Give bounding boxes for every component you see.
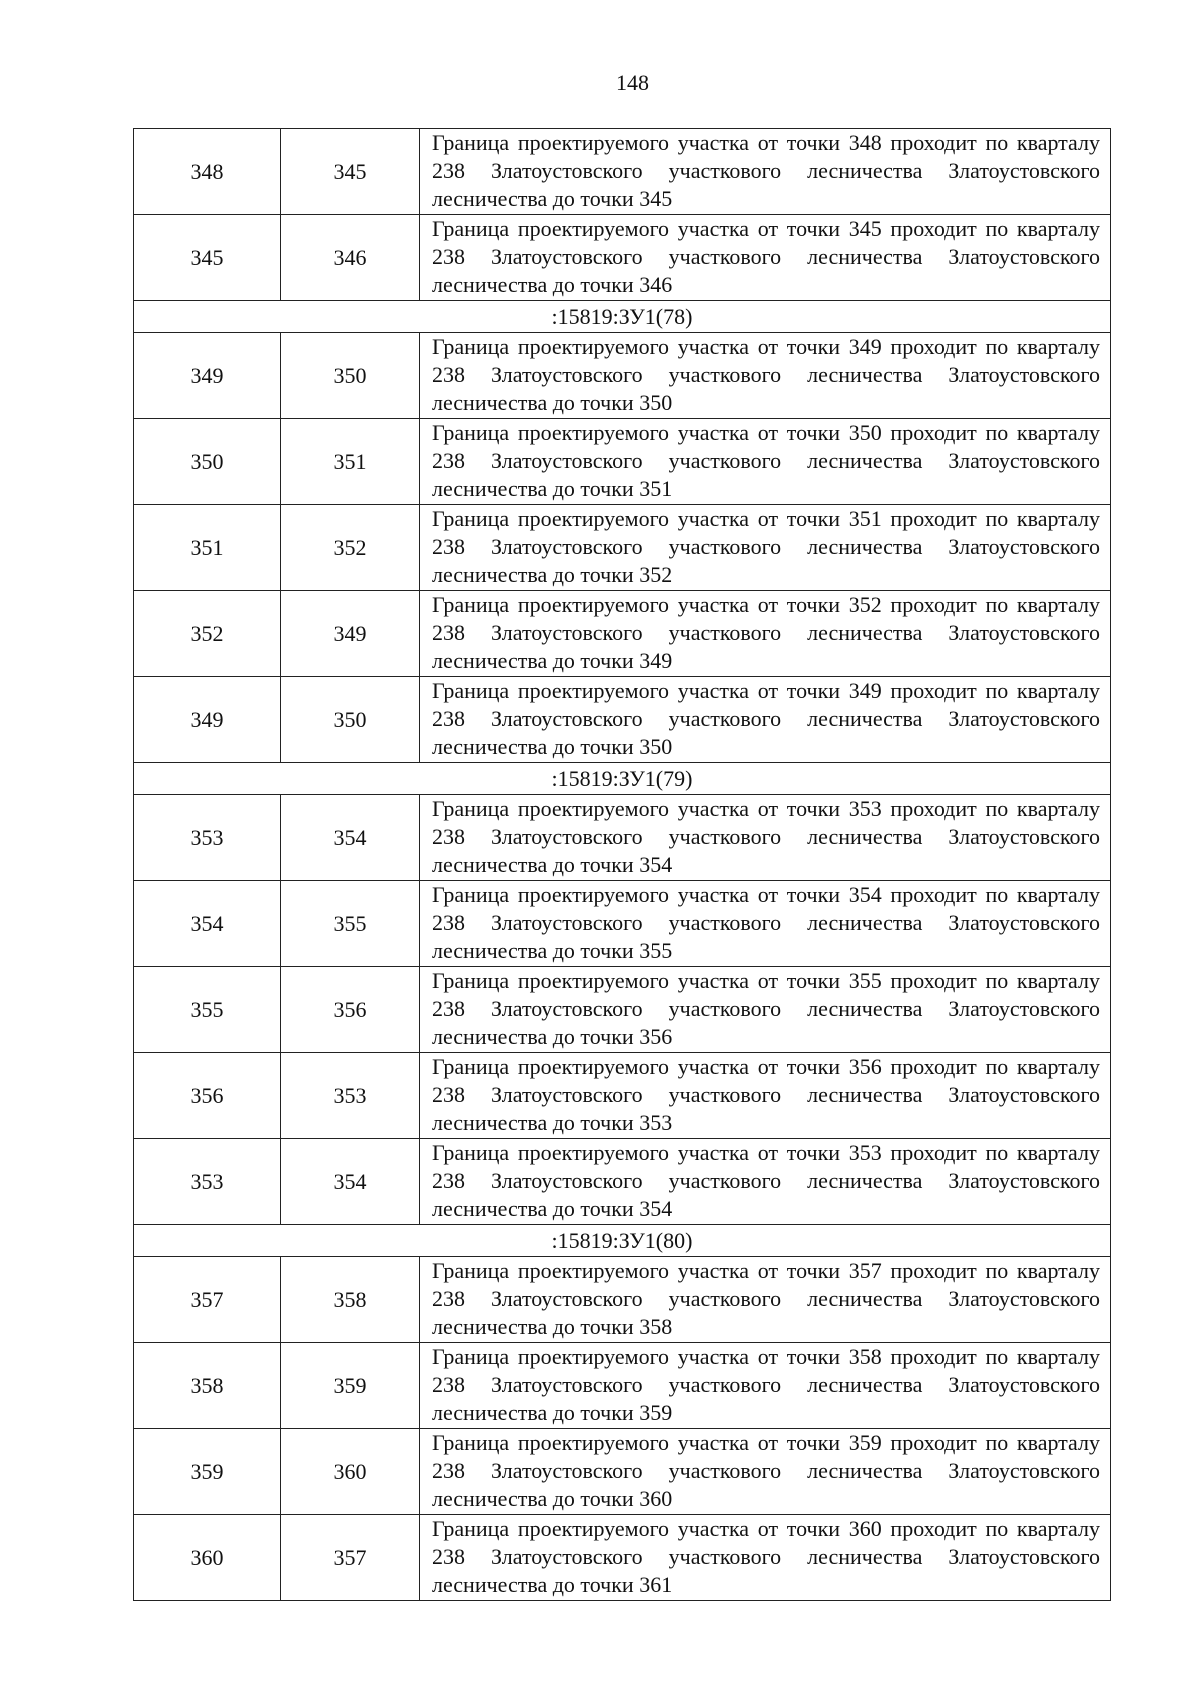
table-row [134, 1515, 1111, 1601]
boundary-table [133, 128, 1111, 1601]
point-to-cell: 345 [281, 129, 420, 215]
boundary-description: Граница проектируемого участка от точки 355 проходит по кварталу 238 Златоустовского участкового лесничества Златоустовского лесничества до точки 356 [432, 968, 1100, 1049]
point-from-cell: 353 [134, 795, 281, 881]
point-to-cell: 353 [281, 1053, 420, 1139]
point-from-cell: 349 [134, 333, 281, 419]
table-row [134, 419, 1111, 505]
table-row [134, 591, 1111, 677]
point-from-cell: 355 [134, 967, 281, 1053]
table-row [134, 129, 1111, 215]
point-from-cell: 358 [134, 1343, 281, 1429]
description-cell [420, 505, 1111, 591]
point-to-cell: 354 [281, 795, 420, 881]
point-from-cell: 353 [134, 1139, 281, 1225]
point-to-cell: 346 [281, 215, 420, 301]
point-to-cell: 350 [281, 677, 420, 763]
description-cell [420, 591, 1111, 677]
boundary-description: Граница проектируемого участка от точки 345 проходит по кварталу 238 Златоустовского участкового лесничества Златоустовского лесничества до точки 346 [432, 216, 1100, 297]
point-from-cell: 354 [134, 881, 281, 967]
section-label: :15819:ЗУ1(78) [134, 301, 1111, 333]
boundary-description: Граница проектируемого участка от точки 351 проходит по кварталу 238 Златоустовского участкового лесничества Златоустовского лесничества до точки 352 [432, 506, 1100, 587]
point-to-cell: 350 [281, 333, 420, 419]
table-row [134, 1343, 1111, 1429]
description-cell [420, 1053, 1111, 1139]
description-cell [420, 795, 1111, 881]
description-cell [420, 677, 1111, 763]
point-from-cell: 348 [134, 129, 281, 215]
description-cell [420, 129, 1111, 215]
boundary-description: Граница проектируемого участка от точки 353 проходит по кварталу 238 Златоустовского участкового лесничества Златоустовского лесничества до точки 354 [432, 796, 1100, 877]
point-from-cell: 345 [134, 215, 281, 301]
description-cell [420, 881, 1111, 967]
description-cell [420, 967, 1111, 1053]
table-row [134, 967, 1111, 1053]
table-row [134, 1139, 1111, 1225]
section-label: :15819:ЗУ1(80) [134, 1225, 1111, 1257]
page-number: 148 [616, 70, 649, 95]
boundary-table-body [134, 129, 1111, 1601]
description-cell [420, 1343, 1111, 1429]
description-cell [420, 1139, 1111, 1225]
table-row [134, 333, 1111, 419]
boundary-description: Граница проектируемого участка от точки 353 проходит по кварталу 238 Златоустовского участкового лесничества Златоустовского лесничества до точки 354 [432, 1140, 1100, 1221]
table-row [134, 1257, 1111, 1343]
boundary-description: Граница проектируемого участка от точки 349 проходит по кварталу 238 Златоустовского участкового лесничества Златоустовского лесничества до точки 350 [432, 334, 1100, 415]
boundary-description: Граница проектируемого участка от точки 360 проходит по кварталу 238 Златоустовского участкового лесничества Златоустовского лесничества до точки 361 [432, 1516, 1100, 1597]
boundary-description: Граница проектируемого участка от точки 357 проходит по кварталу 238 Златоустовского участкового лесничества Златоустовского лесничества до точки 358 [432, 1258, 1100, 1339]
section-header-row [134, 301, 1111, 333]
table-row [134, 215, 1111, 301]
description-cell [420, 419, 1111, 505]
table-row [134, 795, 1111, 881]
boundary-description: Граница проектируемого участка от точки 359 проходит по кварталу 238 Златоустовского участкового лесничества Златоустовского лесничества до точки 360 [432, 1430, 1100, 1511]
point-to-cell: 351 [281, 419, 420, 505]
point-from-cell: 350 [134, 419, 281, 505]
point-to-cell: 357 [281, 1515, 420, 1601]
point-to-cell: 360 [281, 1429, 420, 1515]
table-row [134, 881, 1111, 967]
point-from-cell: 351 [134, 505, 281, 591]
description-cell [420, 1515, 1111, 1601]
description-cell [420, 1257, 1111, 1343]
point-from-cell: 359 [134, 1429, 281, 1515]
section-header-row [134, 763, 1111, 795]
point-to-cell: 352 [281, 505, 420, 591]
description-cell [420, 333, 1111, 419]
boundary-description: Граница проектируемого участка от точки 358 проходит по кварталу 238 Златоустовского участкового лесничества Златоустовского лесничества до точки 359 [432, 1344, 1100, 1425]
point-from-cell: 356 [134, 1053, 281, 1139]
boundary-description: Граница проектируемого участка от точки 350 проходит по кварталу 238 Златоустовского участкового лесничества Златоустовского лесничества до точки 351 [432, 420, 1100, 501]
point-from-cell: 352 [134, 591, 281, 677]
section-header-row [134, 1225, 1111, 1257]
point-to-cell: 359 [281, 1343, 420, 1429]
boundary-description: Граница проектируемого участка от точки 356 проходит по кварталу 238 Златоустовского участкового лесничества Златоустовского лесничества до точки 353 [432, 1054, 1100, 1135]
description-cell [420, 1429, 1111, 1515]
description-cell [420, 215, 1111, 301]
table-row [134, 1429, 1111, 1515]
point-to-cell: 358 [281, 1257, 420, 1343]
table-row [134, 505, 1111, 591]
point-to-cell: 355 [281, 881, 420, 967]
point-to-cell: 349 [281, 591, 420, 677]
boundary-description: Граница проектируемого участка от точки 349 проходит по кварталу 238 Златоустовского участкового лесничества Златоустовского лесничества до точки 350 [432, 678, 1100, 759]
point-from-cell: 349 [134, 677, 281, 763]
point-to-cell: 354 [281, 1139, 420, 1225]
point-from-cell: 357 [134, 1257, 281, 1343]
boundary-description: Граница проектируемого участка от точки 354 проходит по кварталу 238 Златоустовского участкового лесничества Златоустовского лесничества до точки 355 [432, 882, 1100, 963]
table-row [134, 1053, 1111, 1139]
point-from-cell: 360 [134, 1515, 281, 1601]
table-row [134, 677, 1111, 763]
boundary-description: Граница проектируемого участка от точки 348 проходит по кварталу 238 Златоустовского участкового лесничества Златоустовского лесничества до точки 345 [432, 130, 1100, 211]
point-to-cell: 356 [281, 967, 420, 1053]
section-label: :15819:ЗУ1(79) [134, 763, 1111, 795]
boundary-description: Граница проектируемого участка от точки 352 проходит по кварталу 238 Златоустовского участкового лесничества Златоустовского лесничества до точки 349 [432, 592, 1100, 673]
